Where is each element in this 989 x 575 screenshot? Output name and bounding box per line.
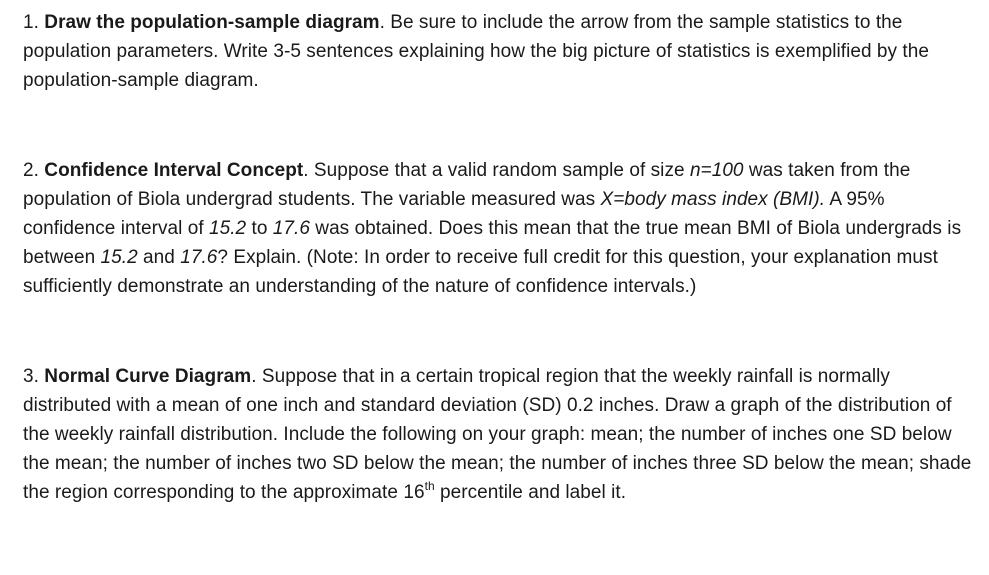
- question-2-variable: X=body mass index (BMI).: [600, 189, 826, 210]
- question-1-number: 1.: [23, 12, 39, 33]
- question-1-text: . Be sure to include the arrow from the sample statistics to the population parameters. Write 3-5 sentences explaining how the big picture of statistics is exemplified by the population-sample diagram.: [23, 12, 929, 91]
- question-2-lower-bound: 15.2: [208, 218, 247, 239]
- question-2-text: to: [246, 218, 273, 239]
- question-3-text: . Suppose that in a certain tropical region that the weekly rainfall is normally distributed with a mean of one inch and standard deviation (SD) 0.2 inches. Draw a graph of the distribution of the weekly rainfall distribution. Include the following on your graph: mean; the number of inches one SD below the mean; the number of inches two SD below the mean; the number of inches three SD below the mean; shade the region corresponding to the approximate 16: [23, 366, 972, 503]
- question-2: [23, 156, 973, 301]
- question-3-number: 3.: [23, 366, 39, 387]
- question-2-text: ? Explain. (Note: In order to receive full credit for this question, your explanation must sufficiently demonstrate an understanding of the nature of confidence intervals.): [23, 247, 938, 297]
- question-3-text: percentile and label it.: [434, 482, 627, 503]
- question-2-number: 2.: [23, 160, 39, 181]
- question-3-title: Normal Curve Diagram: [44, 366, 252, 387]
- question-1: [23, 8, 973, 95]
- question-2-upper-bound-repeat: 17.6: [180, 247, 218, 268]
- question-3: [23, 362, 973, 507]
- question-2-text: A 95% confidence interval of: [23, 189, 885, 239]
- question-3-superscript: th: [424, 478, 435, 493]
- question-2-text: . Suppose that a valid random sample of size: [303, 160, 690, 181]
- question-2-text: was obtained. Does this mean that the true mean BMI of Biola undergrads is between: [23, 218, 962, 268]
- question-2-lower-bound-repeat: 15.2: [100, 247, 138, 268]
- document-page: [23, 8, 973, 507]
- question-2-title: Confidence Interval Concept: [44, 160, 304, 181]
- question-2-text: and: [137, 247, 181, 268]
- question-2-sample-size: n=100: [689, 160, 744, 181]
- question-2-upper-bound: 17.6: [272, 218, 310, 239]
- question-1-title: Draw the population-sample diagram: [44, 12, 380, 33]
- question-2-text: was taken from the population of Biola undergrad students. The variable measured was: [23, 160, 911, 210]
